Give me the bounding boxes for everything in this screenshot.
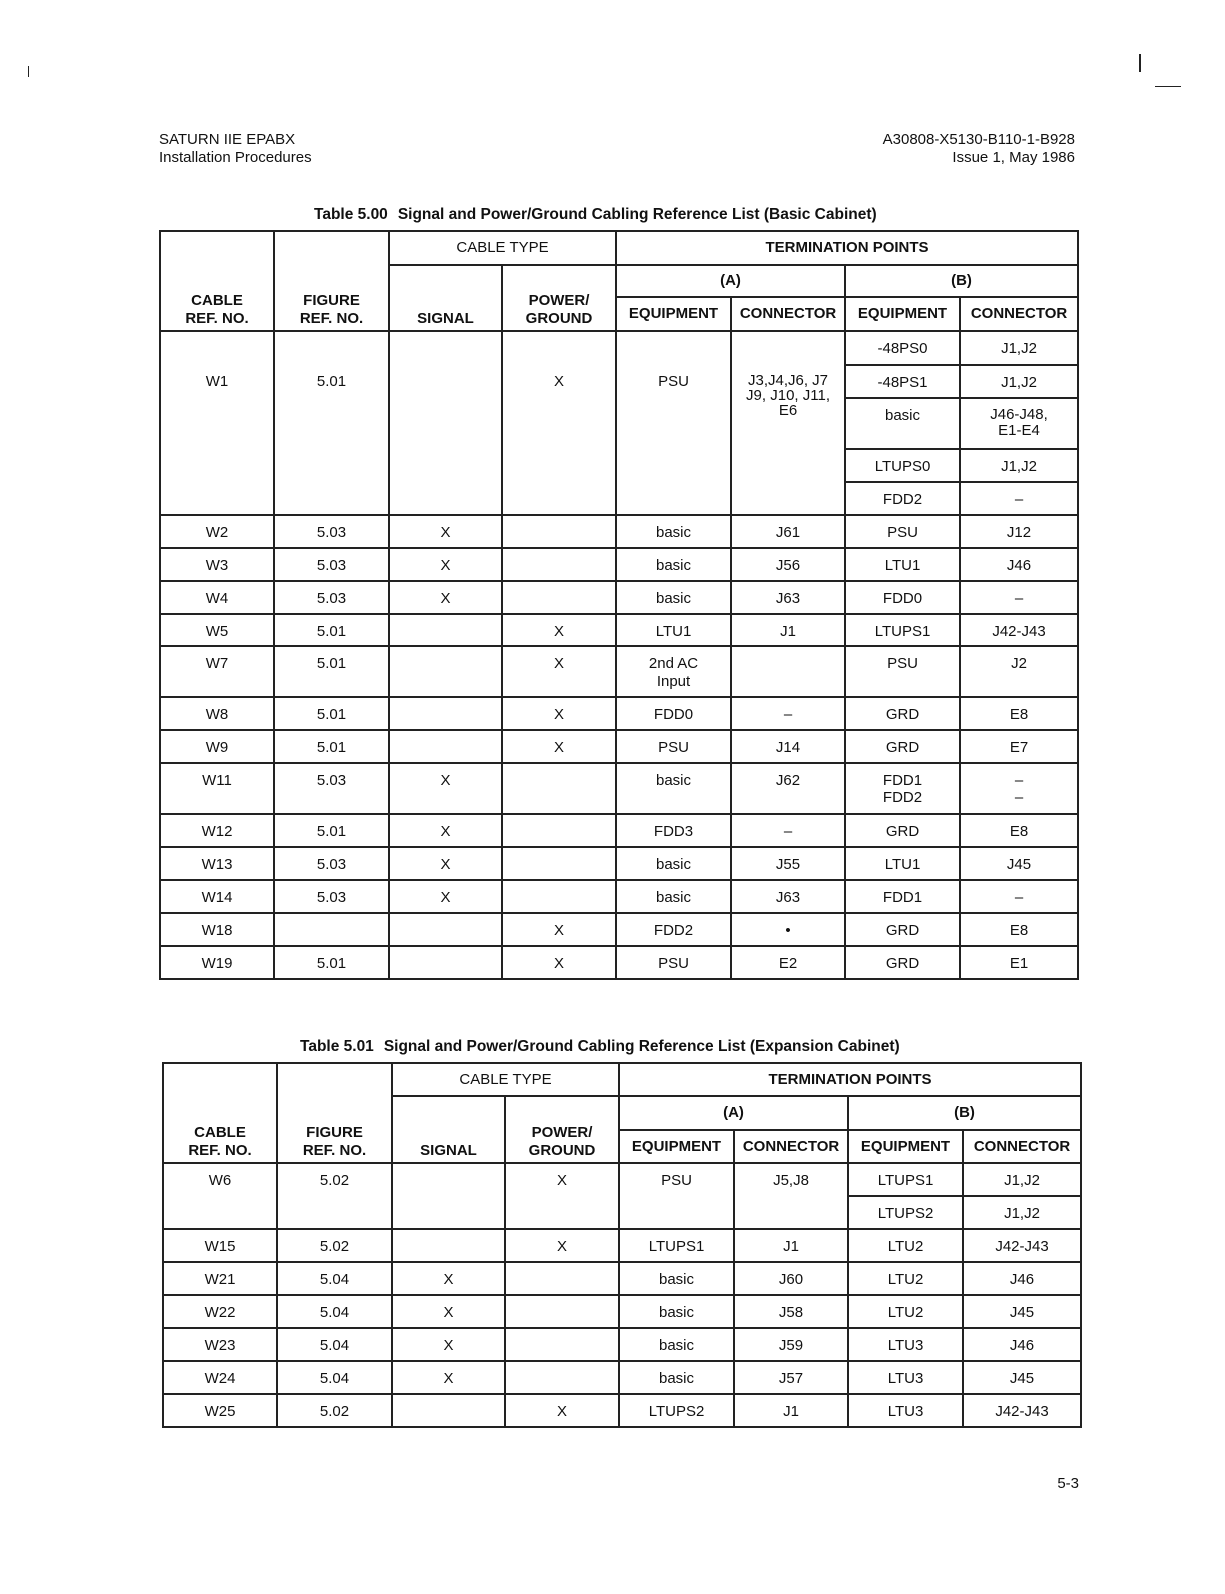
cell-signal: X	[392, 1328, 505, 1361]
margin-mark	[28, 66, 29, 77]
cell-connector-b: J1,J2	[963, 1196, 1081, 1229]
cell-equipment-a: PSU	[616, 730, 731, 763]
cell-signal	[389, 646, 502, 697]
cell-connector-a: J63	[731, 581, 845, 614]
cell-figure: 5.02	[277, 1229, 392, 1262]
cell-figure	[274, 913, 389, 946]
cell-signal	[389, 614, 502, 646]
cell-connector-a: –	[731, 814, 845, 847]
cell-connector-b: E8	[960, 697, 1078, 730]
cell-cable: W9	[160, 730, 274, 763]
cell-cable: W13	[160, 847, 274, 880]
cell-figure: 5.01	[274, 697, 389, 730]
cell-power	[502, 763, 616, 814]
cell-equipment-a: basic	[619, 1295, 734, 1328]
table-row	[160, 913, 1078, 946]
cell-equipment-a: LTU1	[616, 614, 731, 646]
col-cable-type: CABLE TYPE	[392, 1063, 619, 1096]
cell-signal	[389, 946, 502, 979]
table-title: Signal and Power/Ground Cabling Reference List (Expansion Cabinet)	[383, 1038, 900, 1055]
cell-equipment-a: FDD3	[616, 814, 731, 847]
cell-figure: 5.01	[274, 814, 389, 847]
cell-equipment-b: FDD1 FDD2	[845, 763, 960, 814]
cell-equipment-a: basic	[619, 1328, 734, 1361]
cell-equipment-a: LTUPS1	[619, 1229, 734, 1262]
cell-figure: 5.04	[277, 1361, 392, 1394]
cell-power: X	[502, 646, 616, 697]
basic-cabinet-table	[159, 230, 1079, 980]
table-row	[160, 847, 1078, 880]
cell-equipment-b: LTU3	[848, 1361, 963, 1394]
cell-connector-a: J58	[734, 1295, 848, 1328]
cell-equipment-b: GRD	[845, 730, 960, 763]
col-connector-a: CONNECTOR	[734, 1130, 848, 1163]
cell-equipment-a: PSU	[616, 946, 731, 979]
cell-figure: 5.01	[274, 730, 389, 763]
cell-cable: W8	[160, 697, 274, 730]
table-row	[160, 946, 1078, 979]
col-point-b: (B)	[848, 1096, 1081, 1130]
cell-signal	[389, 331, 502, 515]
cell-figure: 5.03	[274, 847, 389, 880]
cell-power: X	[502, 697, 616, 730]
cell-connector-a: J1	[731, 614, 845, 646]
cell-cable: W21	[163, 1262, 277, 1295]
cell-connector-b: – –	[960, 763, 1078, 814]
cell-equipment-a: basic	[619, 1361, 734, 1394]
document-header-left	[159, 131, 312, 167]
cell-connector-a: J57	[734, 1361, 848, 1394]
cell-figure: 5.03	[274, 763, 389, 814]
col-cable-ref: CABLE REF. NO.	[163, 1063, 277, 1163]
col-signal: SIGNAL	[389, 265, 502, 331]
document-header-right	[883, 131, 1075, 167]
cell-cable: W4	[160, 581, 274, 614]
table-row	[160, 515, 1078, 548]
cell-cable: W24	[163, 1361, 277, 1394]
cell-connector-a: J1	[734, 1394, 848, 1427]
table-row	[160, 331, 1078, 365]
cell-figure: 5.04	[277, 1262, 392, 1295]
cell-signal: X	[389, 548, 502, 581]
cell-connector-b: J1,J2	[960, 331, 1078, 365]
col-equipment-b: EQUIPMENT	[845, 297, 960, 331]
cell-power	[505, 1262, 619, 1295]
expansion-cabinet-table	[162, 1062, 1082, 1428]
cell-signal: X	[389, 847, 502, 880]
page-number: 5-3	[1057, 1475, 1079, 1492]
table-row	[160, 548, 1078, 581]
cell-power: X	[505, 1394, 619, 1427]
cell-figure: 5.03	[274, 515, 389, 548]
table-row	[163, 1229, 1081, 1262]
cell-cable: W7	[160, 646, 274, 697]
table-number: Table 5.00	[314, 206, 388, 223]
cell-connector-b: J46-J48, E1-E4	[960, 398, 1078, 449]
cell-connector-b: J45	[960, 847, 1078, 880]
cell-cable: W14	[160, 880, 274, 913]
cell-connector-a: J60	[734, 1262, 848, 1295]
table-row	[160, 763, 1078, 814]
col-equipment-b: EQUIPMENT	[848, 1130, 963, 1163]
cell-equipment-a: basic	[616, 515, 731, 548]
table-number: Table 5.01	[300, 1038, 374, 1055]
table-caption	[314, 206, 877, 224]
cell-power: X	[502, 730, 616, 763]
col-connector-b: CONNECTOR	[960, 297, 1078, 331]
cell-connector-b: J46	[960, 548, 1078, 581]
cell-cable: W25	[163, 1394, 277, 1427]
cell-equipment-b: -48PS1	[845, 365, 960, 398]
cell-equipment-b: FDD0	[845, 581, 960, 614]
cell-power: X	[502, 946, 616, 979]
table-title: Signal and Power/Ground Cabling Reference List (Basic Cabinet)	[397, 206, 877, 223]
cell-connector-b: –	[960, 581, 1078, 614]
cell-connector-a: J61	[731, 515, 845, 548]
cell-equipment-a: FDD2	[616, 913, 731, 946]
cell-equipment-a: basic	[616, 581, 731, 614]
cell-connector-b: J45	[963, 1361, 1081, 1394]
cell-signal	[389, 913, 502, 946]
table-row	[160, 730, 1078, 763]
cell-connector-a: J55	[731, 847, 845, 880]
cell-connector-a: E2	[731, 946, 845, 979]
cell-equipment-b: -48PS0	[845, 331, 960, 365]
product-name: SATURN IIE EPABX	[159, 131, 296, 148]
cell-signal: X	[389, 763, 502, 814]
col-connector-b: CONNECTOR	[963, 1130, 1081, 1163]
cell-equipment-b: GRD	[845, 814, 960, 847]
cell-power: X	[502, 614, 616, 646]
cell-signal: X	[389, 814, 502, 847]
cell-figure: 5.01	[274, 614, 389, 646]
cell-equipment-b: PSU	[845, 515, 960, 548]
cell-figure: 5.03	[274, 581, 389, 614]
cell-power: X	[505, 1229, 619, 1262]
cell-connector-a: J14	[731, 730, 845, 763]
cell-power	[502, 515, 616, 548]
cell-signal	[392, 1394, 505, 1427]
cell-cable: W15	[163, 1229, 277, 1262]
cell-figure: 5.03	[274, 880, 389, 913]
cell-connector-a: J5,J8	[734, 1163, 848, 1229]
issue-date: Issue 1, May 1986	[952, 149, 1075, 166]
cell-equipment-b: LTU1	[845, 847, 960, 880]
cell-connector-b: E1	[960, 946, 1078, 979]
cell-cable: W22	[163, 1295, 277, 1328]
cell-power	[502, 581, 616, 614]
cell-equipment-b: FDD2	[845, 482, 960, 515]
col-termination-points: TERMINATION POINTS	[616, 231, 1078, 265]
cell-figure: 5.04	[277, 1295, 392, 1328]
cell-connector-b: J42-J43	[963, 1229, 1081, 1262]
cell-equipment-a: basic	[616, 847, 731, 880]
cell-equipment-a: basic	[616, 763, 731, 814]
cell-connector-b: J1,J2	[960, 449, 1078, 482]
cell-signal: X	[392, 1361, 505, 1394]
col-termination-points: TERMINATION POINTS	[619, 1063, 1081, 1096]
cell-equipment-a: FDD0	[616, 697, 731, 730]
cell-equipment-b: PSU	[845, 646, 960, 697]
table-row	[160, 697, 1078, 730]
cell-connector-b: –	[960, 880, 1078, 913]
cell-equipment-b: LTU2	[848, 1229, 963, 1262]
cell-connector-b: J42-J43	[963, 1394, 1081, 1427]
cell-connector-a: –	[731, 697, 845, 730]
cell-power: X	[502, 331, 616, 515]
cell-figure: 5.04	[277, 1328, 392, 1361]
cell-equipment-b: LTUPS1	[845, 614, 960, 646]
col-figure-ref: FIGURE REF. NO.	[277, 1063, 392, 1163]
col-power-ground: POWER/ GROUND	[502, 265, 616, 331]
cell-connector-b: J1,J2	[963, 1163, 1081, 1196]
cell-equipment-b: GRD	[845, 946, 960, 979]
cell-equipment-b: GRD	[845, 913, 960, 946]
col-cable-type: CABLE TYPE	[389, 231, 616, 265]
cell-equipment-a: PSU	[619, 1163, 734, 1229]
col-equipment-a: EQUIPMENT	[616, 297, 731, 331]
cell-equipment-b: LTU2	[848, 1295, 963, 1328]
table-row	[163, 1163, 1081, 1196]
cell-connector-b: J1,J2	[960, 365, 1078, 398]
table-row	[163, 1361, 1081, 1394]
col-point-a: (A)	[616, 265, 845, 297]
cell-connector-a: J62	[731, 763, 845, 814]
cell-equipment-a: 2nd AC Input	[616, 646, 731, 697]
cell-connector-b: J12	[960, 515, 1078, 548]
manual-title: Installation Procedures	[159, 149, 312, 166]
cell-connector-b: –	[960, 482, 1078, 515]
cell-cable: W23	[163, 1328, 277, 1361]
cell-power	[502, 548, 616, 581]
cell-figure: 5.02	[277, 1163, 392, 1229]
cell-connector-b: J42-J43	[960, 614, 1078, 646]
cell-power	[505, 1295, 619, 1328]
cell-connector-b: J45	[963, 1295, 1081, 1328]
cell-power	[502, 847, 616, 880]
cell-connector-a: J1	[734, 1229, 848, 1262]
cell-connector-b: J46	[963, 1328, 1081, 1361]
cell-signal	[389, 697, 502, 730]
cell-connector-a: J3,J4,J6, J7 J9, J10, J11, E6	[731, 331, 845, 515]
cell-signal: X	[392, 1262, 505, 1295]
table-row	[160, 646, 1078, 697]
table-row	[160, 581, 1078, 614]
cell-power	[505, 1361, 619, 1394]
table-row	[163, 1328, 1081, 1361]
margin-mark	[1155, 86, 1181, 87]
document-number: A30808-X5130-B110-1-B928	[882, 131, 1075, 148]
cell-equipment-a: basic	[616, 880, 731, 913]
table-caption	[300, 1038, 900, 1056]
cell-cable: W3	[160, 548, 274, 581]
cell-cable: W19	[160, 946, 274, 979]
cell-signal: X	[389, 880, 502, 913]
cell-connector-b: J46	[963, 1262, 1081, 1295]
cell-cable: W6	[163, 1163, 277, 1229]
cell-equipment-b: LTU2	[848, 1262, 963, 1295]
cell-equipment-b: LTUPS1	[848, 1163, 963, 1196]
table-row	[163, 1295, 1081, 1328]
cell-cable: W12	[160, 814, 274, 847]
col-equipment-a: EQUIPMENT	[619, 1130, 734, 1163]
cell-power	[502, 814, 616, 847]
cell-cable: W2	[160, 515, 274, 548]
cell-connector-b: J2	[960, 646, 1078, 697]
cell-figure: 5.01	[274, 646, 389, 697]
cell-figure: 5.01	[274, 946, 389, 979]
cell-signal: X	[389, 515, 502, 548]
cell-signal	[392, 1163, 505, 1229]
col-power-ground: POWER/ GROUND	[505, 1096, 619, 1163]
table-row	[160, 814, 1078, 847]
table-row	[160, 614, 1078, 646]
cell-equipment-b: LTUPS0	[845, 449, 960, 482]
table-row	[163, 1262, 1081, 1295]
cell-equipment-a: PSU	[616, 331, 731, 515]
cell-equipment-b: basic	[845, 398, 960, 449]
cell-cable: W5	[160, 614, 274, 646]
col-connector-a: CONNECTOR	[731, 297, 845, 331]
col-cable-ref: CABLE REF. NO.	[160, 231, 274, 331]
cell-equipment-a: basic	[616, 548, 731, 581]
col-point-a: (A)	[619, 1096, 848, 1130]
cell-connector-a	[731, 646, 845, 697]
cell-cable: W1	[160, 331, 274, 515]
cell-connector-a: •	[731, 913, 845, 946]
cell-equipment-b: LTUPS2	[848, 1196, 963, 1229]
cell-signal: X	[392, 1295, 505, 1328]
col-figure-ref: FIGURE REF. NO.	[274, 231, 389, 331]
cell-equipment-b: FDD1	[845, 880, 960, 913]
cell-signal	[392, 1229, 505, 1262]
cell-cable: W18	[160, 913, 274, 946]
cell-equipment-a: LTUPS2	[619, 1394, 734, 1427]
cell-power	[505, 1328, 619, 1361]
cell-figure: 5.03	[274, 548, 389, 581]
cell-signal: X	[389, 581, 502, 614]
cell-equipment-a: basic	[619, 1262, 734, 1295]
cell-cable: W11	[160, 763, 274, 814]
cell-power	[502, 880, 616, 913]
cell-connector-b: E7	[960, 730, 1078, 763]
cell-connector-a: J63	[731, 880, 845, 913]
cell-equipment-b: GRD	[845, 697, 960, 730]
cell-figure: 5.01	[274, 331, 389, 515]
cell-connector-a: J56	[731, 548, 845, 581]
table-row	[160, 880, 1078, 913]
cell-signal	[389, 730, 502, 763]
cell-equipment-b: LTU1	[845, 548, 960, 581]
col-point-b: (B)	[845, 265, 1078, 297]
cell-equipment-b: LTU3	[848, 1328, 963, 1361]
cell-connector-b: E8	[960, 913, 1078, 946]
cell-equipment-b: LTU3	[848, 1394, 963, 1427]
col-signal: SIGNAL	[392, 1096, 505, 1163]
cell-figure: 5.02	[277, 1394, 392, 1427]
cell-connector-b: E8	[960, 814, 1078, 847]
margin-mark	[1139, 54, 1141, 72]
cell-power: X	[505, 1163, 619, 1229]
cell-power: X	[502, 913, 616, 946]
table-row	[163, 1394, 1081, 1427]
cell-connector-a: J59	[734, 1328, 848, 1361]
